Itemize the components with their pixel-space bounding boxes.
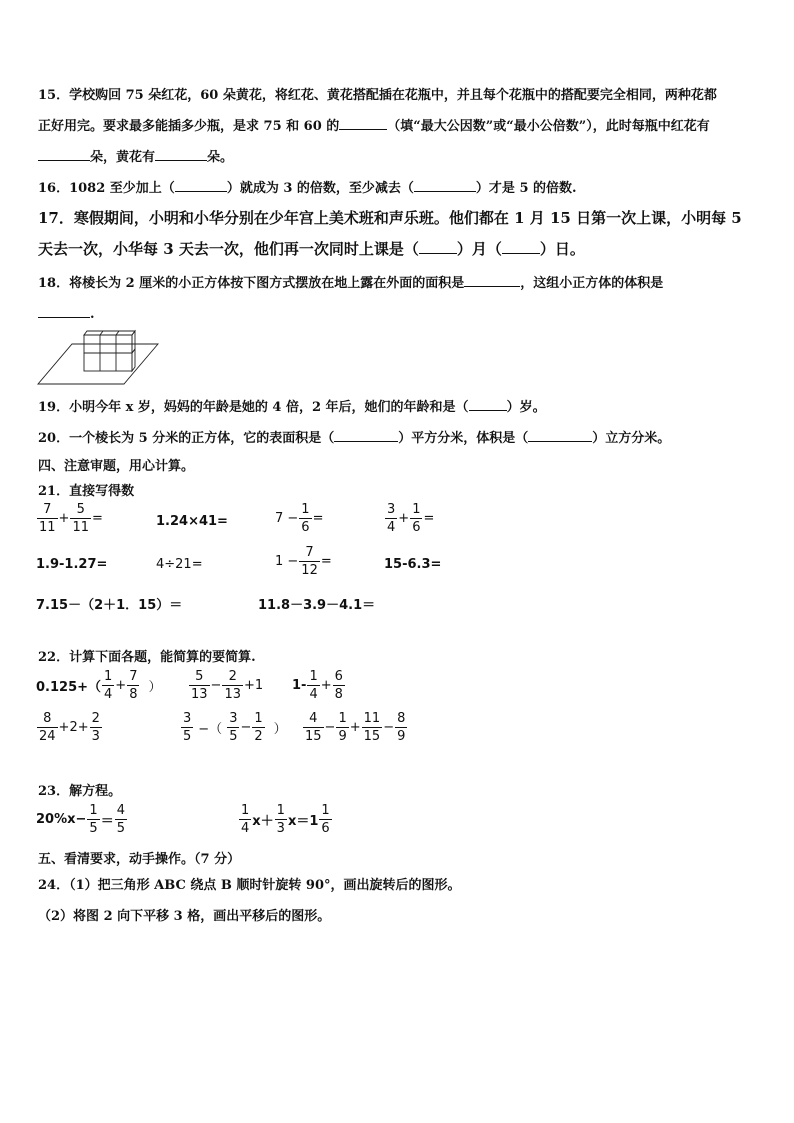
question-20 <box>38 427 670 446</box>
equals: = <box>320 554 332 569</box>
question-24-line-2 <box>38 905 330 924</box>
operator: + <box>320 678 332 693</box>
q21-item-4 <box>384 503 434 534</box>
q21-item-3 <box>275 503 323 534</box>
numerator: 8 <box>43 711 52 726</box>
numerator: 1 <box>241 803 250 818</box>
fraction <box>227 712 239 743</box>
expression: 1.24×41= <box>156 514 228 529</box>
operator: − <box>383 720 395 735</box>
question-23-title <box>38 780 121 799</box>
operator: + <box>115 678 127 693</box>
fraction <box>70 503 91 534</box>
fraction <box>127 670 139 701</box>
section-5-heading <box>38 848 240 867</box>
operator: ） <box>148 680 162 695</box>
denominator: 6 <box>412 520 421 535</box>
numerator: 1 <box>301 502 310 517</box>
fraction <box>181 712 193 743</box>
answer-blank[interactable] <box>334 427 398 442</box>
q19-text-a: 19．小明今年 x 岁，妈妈的年龄是她的 4 倍，2 年后，她们的年龄和是（ <box>38 400 469 415</box>
fraction <box>90 712 102 743</box>
numerator: 7 <box>43 502 52 517</box>
numerator: 7 <box>305 545 314 560</box>
operator: − <box>240 720 252 735</box>
expression: 20%x− <box>36 812 87 827</box>
denominator: 5 <box>116 821 125 836</box>
q23-title-text: 23．解方程。 <box>38 784 122 799</box>
fraction <box>37 503 58 534</box>
numerator: 5 <box>76 502 85 517</box>
cube-lower-row <box>84 353 132 371</box>
fraction <box>362 712 383 743</box>
q17-text-2b: ）月（ <box>456 240 502 258</box>
q16-text-a: 16．1082 至少加上（ <box>38 181 175 196</box>
denominator: 8 <box>129 687 138 702</box>
fraction <box>222 670 243 701</box>
denominator: 9 <box>397 729 406 744</box>
denominator: 6 <box>301 520 310 535</box>
expression: 7.15－（2＋1．15）＝ <box>36 598 183 613</box>
fraction <box>307 670 319 701</box>
q16-text-c: ）才是 5 的倍数. <box>475 181 577 196</box>
numerator: 8 <box>397 711 406 726</box>
answer-blank[interactable] <box>502 239 540 254</box>
numerator: 7 <box>129 669 138 684</box>
equals: = <box>423 511 435 526</box>
section-4-text: 四、注意审题，用心计算。 <box>38 459 195 474</box>
denominator: 5 <box>229 729 238 744</box>
q15-text-1: 15．学校购回 75 朵红花，60 朵黄花，将红花、黄花搭配插在花瓶中，并且每个花瓶中的搭配要完全相同，两种花都 <box>38 88 717 103</box>
q15-text-3a: 朵，黄花有 <box>90 150 156 165</box>
question-15-line-2 <box>38 115 710 134</box>
q21-item-9 <box>36 594 182 613</box>
q24-text-1: 24．（1）把三角形 ABC 绕点 B 顺时针旋转 90°，画出旋转后的图形。 <box>38 878 461 893</box>
q20-text-c: ）立方分米。 <box>592 431 671 446</box>
question-18-line-2 <box>38 303 95 322</box>
operator: + <box>349 720 361 735</box>
denominator: 2 <box>254 729 263 744</box>
expression: 0.125+（ <box>36 680 102 695</box>
denominator: 4 <box>104 687 113 702</box>
numerator: 1 <box>412 502 421 517</box>
expression: 15-6.3= <box>384 557 442 572</box>
denominator: 13 <box>224 687 241 702</box>
fraction <box>275 804 287 835</box>
answer-blank[interactable] <box>414 177 476 192</box>
q18-text-b: ，这组小正方体的体积是 <box>520 276 664 291</box>
q17-text-2c: ）日。 <box>539 240 585 258</box>
q18-text-a: 18．将棱长为 2 厘米的小正方体按下图方式摆放在地上露在外面的面积是 <box>38 276 465 291</box>
q24-text-2: （2）将图 2 向下平移 3 格，画出平移后的图形。 <box>38 909 331 924</box>
operator: −（ <box>198 722 223 737</box>
numerator: 2 <box>228 669 237 684</box>
fraction <box>319 804 331 835</box>
q17-text-2a: 天去一次，小华每 3 天去一次，他们再一次同时上课是（ <box>38 240 419 258</box>
operator: + <box>398 511 410 526</box>
denominator: 4 <box>309 687 318 702</box>
answer-blank[interactable] <box>469 396 507 411</box>
denominator: 15 <box>305 729 322 744</box>
denominator: 24 <box>39 729 56 744</box>
denominator: 3 <box>91 729 100 744</box>
question-15-line-3 <box>38 146 233 165</box>
denominator: 9 <box>338 729 347 744</box>
numerator: 3 <box>183 711 192 726</box>
answer-blank[interactable] <box>38 146 90 161</box>
question-21-title <box>38 480 134 499</box>
equals: = <box>312 511 324 526</box>
question-18-line-1 <box>38 272 663 291</box>
fraction <box>336 712 348 743</box>
fraction <box>37 712 58 743</box>
numerator: 4 <box>309 711 318 726</box>
denominator: 11 <box>72 520 89 535</box>
numerator: 3 <box>387 502 396 517</box>
operator: − <box>324 720 336 735</box>
expression: 7 − <box>275 511 299 526</box>
numerator: 6 <box>334 669 343 684</box>
numerator: 1 <box>254 711 263 726</box>
q22-title-text: 22．计算下面各题，能简算的要简算. <box>38 650 256 665</box>
section-5-text: 五、看清要求，动手操作。（7 分） <box>38 852 241 867</box>
expression: 1- <box>292 678 307 693</box>
operator: ） <box>273 722 287 737</box>
answer-blank[interactable] <box>175 177 227 192</box>
q19-text-b: ）岁。 <box>506 400 546 415</box>
fraction <box>87 804 99 835</box>
fraction <box>252 712 264 743</box>
q21-item-1 <box>36 503 103 534</box>
q20-text-a: 20．一个棱长为 5 分米的正方体，它的表面积是（ <box>38 431 335 446</box>
denominator: 5 <box>183 729 192 744</box>
cubes-figure <box>36 324 160 386</box>
equals: ＝ <box>100 814 114 829</box>
q22-expr-5 <box>180 712 287 743</box>
operator: +1 <box>244 678 264 693</box>
denominator: 3 <box>276 821 285 836</box>
question-15-line-1 <box>38 84 717 103</box>
denominator: 4 <box>387 520 396 535</box>
fraction <box>410 503 422 534</box>
numerator: 1 <box>321 803 330 818</box>
equals: = <box>92 511 103 526</box>
q22-expr-3 <box>292 670 346 701</box>
q21-item-6 <box>156 557 203 572</box>
q23-equation-2 <box>238 804 333 835</box>
q21-title-text: 21．直接写得数 <box>38 484 135 499</box>
denominator: 4 <box>241 821 250 836</box>
answer-blank[interactable] <box>155 146 207 161</box>
q18-text-c: . <box>90 307 95 322</box>
question-24-line-1 <box>38 874 461 893</box>
question-17-line-1 <box>38 207 742 228</box>
denominator: 15 <box>363 729 381 744</box>
q15-text-3b: 朵。 <box>207 150 234 165</box>
denominator: 8 <box>334 687 343 702</box>
q16-text-b: ）就成为 3 的倍数，至少减去（ <box>226 181 414 196</box>
cube-top-face <box>84 331 135 335</box>
fraction <box>115 804 127 835</box>
answer-blank[interactable] <box>38 303 90 318</box>
fraction <box>299 503 311 534</box>
q15-text-2b: （填“最大公因数”或“最小公倍数”），此时每瓶中红花有 <box>387 119 710 134</box>
question-19 <box>38 396 546 415</box>
numerator: 2 <box>91 711 100 726</box>
fraction <box>333 670 345 701</box>
answer-blank[interactable] <box>339 115 387 130</box>
numerator: 4 <box>116 803 125 818</box>
fraction <box>299 546 320 577</box>
numerator: 1 <box>338 711 347 726</box>
ground-plane <box>38 344 158 384</box>
answer-blank[interactable] <box>464 272 520 287</box>
section-4-heading <box>38 455 194 474</box>
q22-expr-1 <box>36 670 162 701</box>
question-22-title <box>38 646 256 665</box>
q21-item-5 <box>36 557 107 572</box>
operator: − <box>210 678 222 693</box>
expression: x＋ <box>252 814 274 829</box>
q21-item-8 <box>384 557 441 572</box>
expression: 1 − <box>275 554 299 569</box>
expression: 4÷21= <box>156 557 203 572</box>
q21-item-7 <box>275 546 332 577</box>
denominator: 6 <box>321 821 330 836</box>
fraction <box>385 503 397 534</box>
answer-blank[interactable] <box>419 239 457 254</box>
q15-text-2a: 正好用完。要求最多能插多少瓶，是求 75 和 60 的 <box>38 119 340 134</box>
numerator: 3 <box>229 711 238 726</box>
operator: +2+ <box>58 720 89 735</box>
numerator: 1 <box>309 669 318 684</box>
expression: 11.8－3.9－4.1＝ <box>258 598 376 613</box>
denominator: 12 <box>301 563 318 578</box>
expression: 1.9-1.27= <box>36 557 108 572</box>
q21-item-2 <box>156 514 228 529</box>
q20-text-b: ）平方分米，体积是（ <box>398 431 529 446</box>
q22-expr-6 <box>302 712 408 743</box>
q21-item-10 <box>258 594 375 613</box>
q22-expr-4 <box>36 712 103 743</box>
denominator: 13 <box>191 687 208 702</box>
operator: + <box>58 511 70 526</box>
expression: x＝1 <box>287 814 319 829</box>
numerator: 1 <box>89 803 98 818</box>
q23-equation-1 <box>36 804 128 835</box>
answer-blank[interactable] <box>528 427 592 442</box>
fraction <box>395 712 407 743</box>
question-17-line-2 <box>38 238 585 259</box>
numerator: 1 <box>276 803 285 818</box>
fraction <box>303 712 324 743</box>
q22-expr-2 <box>188 670 263 701</box>
numerator: 1 <box>104 669 113 684</box>
denominator: 5 <box>89 821 98 836</box>
question-16 <box>38 177 577 196</box>
denominator: 11 <box>39 520 56 535</box>
fraction <box>189 670 210 701</box>
q17-text-1: 17．寒假期间，小明和小华分别在少年宫上美术班和声乐班。他们都在 1 月 15 日第一次上课，小明每 5 <box>38 209 742 227</box>
numerator: 5 <box>195 669 204 684</box>
fraction <box>239 804 251 835</box>
fraction <box>102 670 114 701</box>
numerator: 11 <box>363 711 381 726</box>
